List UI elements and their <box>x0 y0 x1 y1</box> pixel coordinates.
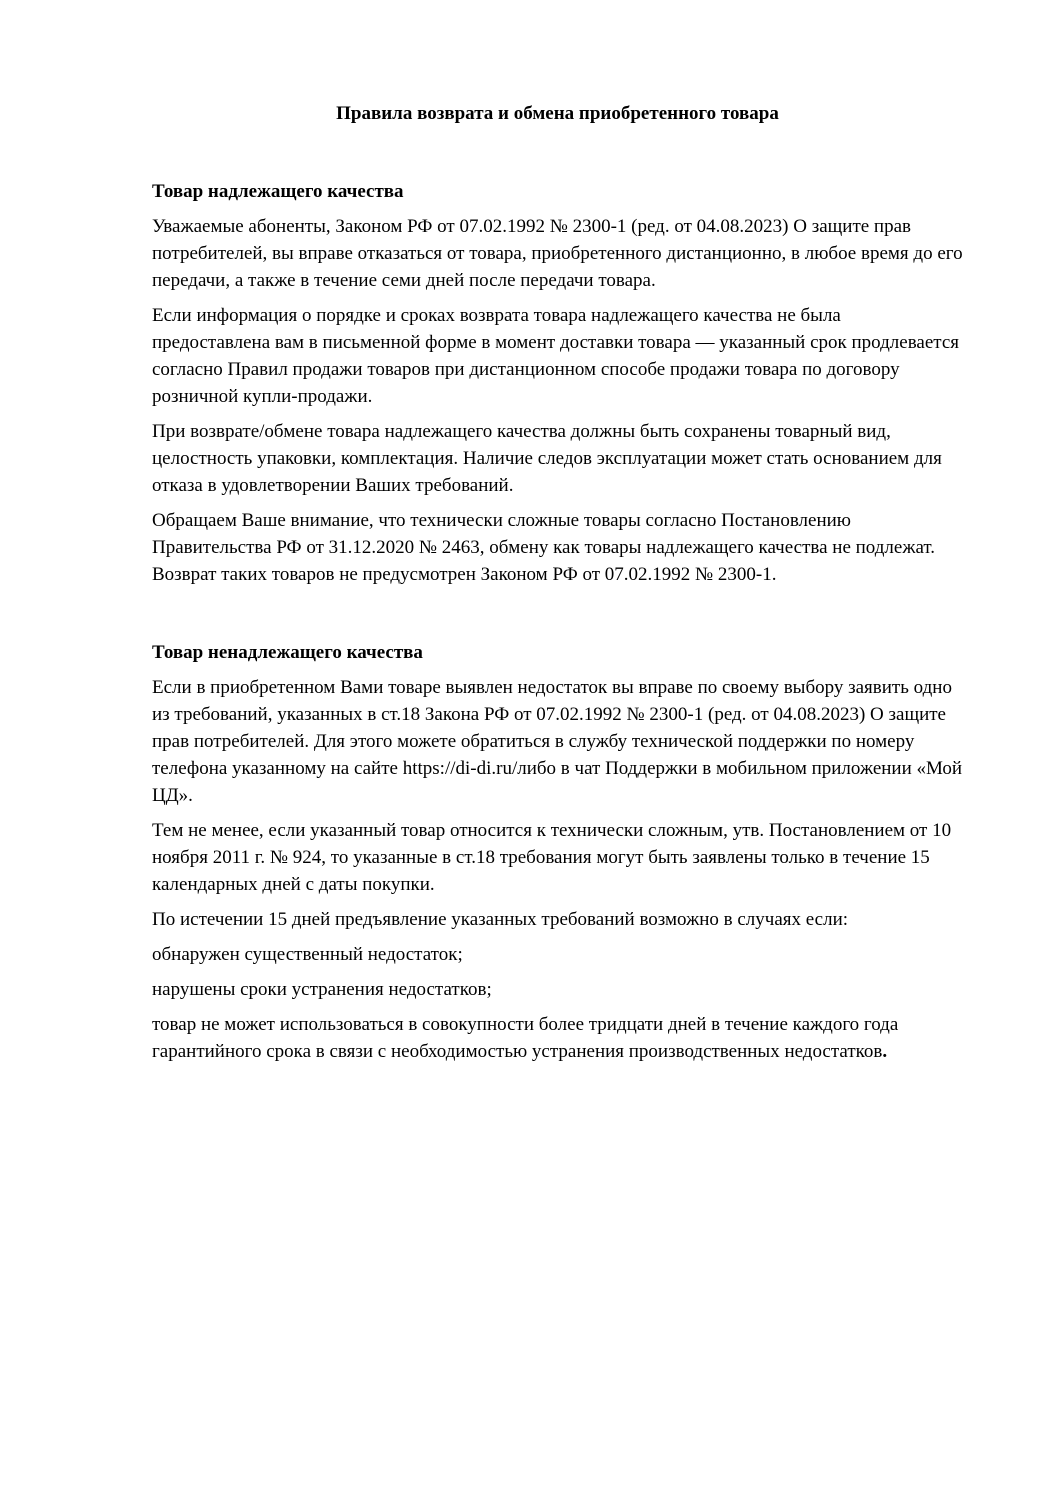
paragraph-case-repair-deadline-violated: нарушены сроки устранения недостатков; <box>152 979 492 1000</box>
section-heading-proper-quality: Товар надлежащего качества <box>152 181 404 202</box>
section-proper-quality <box>152 178 963 588</box>
section-improper-quality <box>152 639 963 1065</box>
paragraph-case-substantial-defect: обнаружен существенный недостаток; <box>152 944 463 965</box>
closing-paragraph-text: товар не может использоваться в совокупности более тридцати дней в течение каждого года гарантийного срока в связи с необходимостью устранения производственных недостатков <box>152 1014 899 1062</box>
blank-line <box>152 596 963 631</box>
paragraph-15-day-limit: Тем не менее, если указанный товар относится к технически сложным, утв. Постановлением от 10 ноября 2011 г. № 924, то указанные в ст.18 требования могут быть заявлены только в течение 15 календарных дней с даты покупки. <box>152 820 952 895</box>
closing-paragraph-bold-period: . <box>882 1041 888 1062</box>
section-heading-improper-quality: Товар ненадлежащего качества <box>152 642 423 663</box>
paragraph-after-15-days-cases: По истечении 15 дней предъявление указанных требований возможно в случаях если: <box>152 909 849 930</box>
paragraph-distance-purchase-right: Уважаемые абоненты, Законом РФ от 07.02.1992 № 2300-1 (ред. от 04.08.2023) О защите прав потребителей, вы вправе отказаться от товара, приобретенного дистанционно, в любое время до его передачи, а также в течение семи дней после передачи товара. <box>152 216 963 291</box>
paragraph-condition-requirements: При возврате/обмене товара надлежащего качества должны быть сохранены товарный вид, целостность упаковки, комплектация. Наличие следов эксплуатации может стать основанием для отказа в удовлетворении Ваших требований. <box>152 421 942 496</box>
paragraph-case-thirty-days-unusable <box>152 1011 963 1065</box>
paragraph-defect-found-claims: Если в приобретенном Вами товаре выявлен недостаток вы вправе по своему выбору заявить одно из требований, указанных в ст.18 Закона РФ от 07.02.1992 № 2300-1 (ред. от 04.08.2023) О защите прав потребителей. Для этого можете обратиться в службу технической поддержки по номеру телефона указанному на сайте https://di-di.ru/либо в чат Поддержки в мобильном приложении «Мой ЦД». <box>152 677 963 806</box>
paragraph-technically-complex-goods: Обращаем Ваше внимание, что технически сложные товары согласно Постановлению Правительства РФ от 31.12.2020 № 2463, обмену как товары надлежащего качества не подлежат. Возврат таких товаров не предусмотрен Законом РФ от 07.02.1992 № 2300-1. <box>152 510 936 585</box>
document-title: Правила возврата и обмена приобретенного товара <box>336 103 779 124</box>
paragraph-written-form-term-extension: Если информация о порядке и сроках возврата товара надлежащего качества не была предоставлена вам в письменной форме в момент доставки товара — указанный срок продлевается согласно Правил продажи товаров при дистанционном способе продажи товара по договору розничной купли-продажи. <box>152 305 960 407</box>
blank-line <box>152 135 963 170</box>
